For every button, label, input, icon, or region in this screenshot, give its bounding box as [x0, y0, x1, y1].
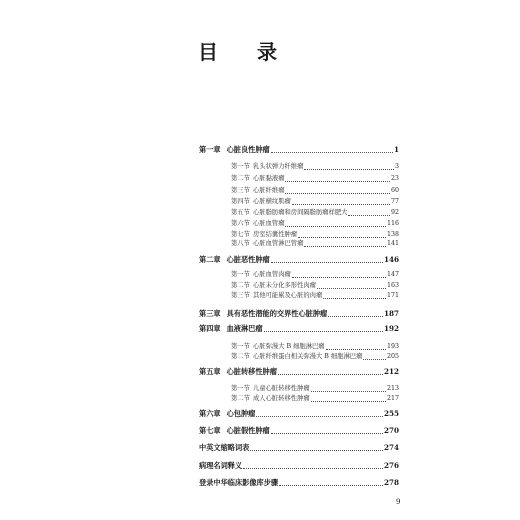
toc-section-row	[231, 384, 399, 394]
toc-dot-leader	[285, 193, 390, 194]
toc-entry-title: 具有恶性潜能的交界性心脏肿瘤	[226, 309, 328, 318]
toc-dot-leader	[363, 359, 386, 360]
toc-entry-page: 171	[386, 292, 399, 299]
toc-dot-leader	[243, 468, 383, 469]
toc-entry-page: 163	[386, 282, 399, 289]
toc-entry-page: 274	[383, 443, 399, 452]
toc-dot-leader	[271, 152, 393, 153]
toc-entry-label	[231, 352, 362, 362]
toc-entry-page: 187	[383, 309, 399, 318]
toc-dot-leader	[304, 169, 394, 170]
toc-entry-title: 乳头状弹力纤维瘤	[253, 163, 304, 170]
toc-entry-label	[231, 281, 316, 291]
toc-chapter-row	[199, 461, 399, 471]
toc-entry-number: 第一节	[231, 271, 250, 278]
toc-entry-label	[199, 145, 270, 155]
toc-entry-label	[199, 367, 277, 377]
toc-entry-title: 心脏良性肿瘤	[226, 145, 270, 154]
toc-section-row	[231, 352, 399, 362]
page-number: 9	[396, 498, 401, 506]
toc-entry-title: 病理名词释义	[199, 461, 243, 470]
toc-entry-page: 278	[383, 478, 399, 487]
toc-entry-label	[231, 384, 310, 394]
toc-dot-leader	[271, 262, 383, 263]
toc-entry-title: 登录中华临床影像库步骤	[199, 478, 279, 487]
toc-entry-label	[231, 239, 303, 249]
toc-chapter-row	[199, 324, 399, 334]
toc-entry-label	[199, 255, 270, 265]
toc-dot-leader	[285, 226, 385, 227]
toc-entry-number: 第五章	[199, 367, 221, 376]
toc-entry-label	[199, 461, 242, 471]
toc-dot-leader	[292, 204, 390, 205]
toc-entry-title: 中英文缩略词表	[199, 443, 250, 452]
toc-entry-label	[231, 219, 284, 229]
toc-dot-leader	[250, 450, 383, 451]
toc-entry-page: 212	[383, 367, 399, 376]
toc-entry-label	[231, 394, 310, 404]
toc-entry-title: 房室结囊性肿瘤	[253, 231, 298, 238]
toc-entry-title: 心脏假性肿瘤	[226, 426, 270, 435]
toc-entry-page: 77	[390, 198, 399, 205]
toc-chapter-row	[199, 426, 399, 436]
toc-entry-number: 第七章	[199, 426, 221, 435]
toc-entry-page: 192	[383, 324, 399, 333]
toc-entry-number: 第八节	[231, 240, 250, 247]
toc-entry-number: 第三章	[199, 309, 221, 318]
toc-entry-page: 146	[383, 255, 399, 264]
toc-chapter-row	[199, 255, 399, 265]
toc-entry-number: 第二节	[231, 282, 250, 289]
toc-dot-leader	[264, 331, 383, 332]
toc-entry-label	[199, 426, 270, 436]
toc-section-row	[231, 186, 399, 196]
toc-entry-title: 心脏血管肉瘤	[253, 271, 291, 278]
toc-entry-page: 276	[383, 461, 399, 470]
toc-section-row	[231, 219, 399, 229]
toc-entry-number: 第一章	[199, 145, 221, 154]
toc-entry-number: 第六章	[199, 409, 221, 418]
toc-entry-label	[231, 162, 303, 172]
page-title: 目 录	[198, 40, 293, 64]
toc-entry-page: 147	[386, 271, 399, 278]
toc-dot-leader	[292, 277, 386, 278]
toc-chapter-row	[199, 145, 399, 155]
toc-entry-title: 其他可能累及心脏的肉瘤	[253, 292, 323, 299]
toc-entry-label	[199, 409, 255, 419]
toc-entry-label	[199, 443, 249, 453]
toc-dot-leader	[256, 416, 383, 417]
toc-entry-page: 213	[386, 385, 399, 392]
toc-entry-number: 第一节	[231, 385, 250, 392]
toc-dot-leader	[348, 215, 390, 216]
toc-section-row	[231, 342, 399, 352]
toc-section-row	[231, 394, 399, 404]
toc-entry-page: 3	[394, 163, 399, 170]
toc-dot-leader	[279, 485, 383, 486]
toc-entry-page: 116	[386, 220, 399, 227]
toc-chapter-row	[199, 409, 399, 419]
toc-entry-number: 第二节	[231, 353, 250, 360]
toc-entry-number: 第六节	[231, 220, 250, 227]
toc-dot-leader	[311, 401, 386, 402]
toc-entry-title: 心脏未分化多形性肉瘤	[253, 282, 316, 289]
toc-chapter-row	[199, 367, 399, 377]
toc-section-row	[231, 197, 399, 207]
toc-entry-number: 第四节	[231, 198, 250, 205]
toc-dot-leader	[298, 237, 386, 238]
toc-section-row	[231, 174, 399, 184]
toc-section-row	[231, 281, 399, 291]
toc-entry-label	[231, 186, 284, 196]
toc-entry-title: 心脏血管淋巴管瘤	[253, 240, 304, 247]
toc-dot-leader	[278, 374, 383, 375]
toc-entry-title: 心脏血管瘤	[253, 220, 285, 227]
toc-entry-label	[231, 270, 291, 280]
toc-entry-page: 1	[393, 145, 399, 154]
toc-entry-title: 成人心脏转移性肿瘤	[253, 395, 310, 402]
toc-entry-number: 第三节	[231, 292, 250, 299]
toc-entry-number: 第一节	[231, 163, 250, 170]
toc-chapter-row	[199, 443, 399, 453]
toc-chapter-row	[199, 309, 399, 319]
toc-entry-label	[199, 324, 263, 334]
toc-entry-label	[199, 478, 278, 488]
toc-entry-title: 心脏纤维瘤	[253, 187, 285, 194]
toc-section-row	[231, 239, 399, 249]
toc-chapter-row	[199, 478, 399, 488]
toc-entry-title: 心脏黏液瘤	[253, 175, 285, 182]
toc-entry-label	[231, 174, 284, 184]
toc-entry-page: 217	[386, 395, 399, 402]
toc-dot-leader	[285, 181, 390, 182]
toc-section-row	[231, 291, 399, 301]
toc-entry-title: 心脏纤维蛋白相关弥漫大 B 细胞淋巴瘤	[253, 353, 363, 360]
toc-dot-leader	[328, 316, 383, 317]
toc-entry-number: 第二节	[231, 175, 250, 182]
toc-dot-leader	[326, 349, 386, 350]
toc-entry-title: 儿童心脏转移性肿瘤	[253, 385, 310, 392]
toc-entry-number: 第四章	[199, 324, 221, 333]
toc-entry-number: 第三节	[231, 187, 250, 194]
toc-entry-title: 心脏弥漫大 B 细胞淋巴瘤	[253, 343, 325, 350]
toc-entry-page: 193	[386, 343, 399, 350]
toc-entry-page: 141	[386, 240, 399, 247]
toc-entry-page: 270	[383, 426, 399, 435]
toc-entry-page: 138	[386, 231, 399, 238]
toc-entry-number: 第二节	[231, 395, 250, 402]
toc-entry-number: 第五节	[231, 209, 250, 216]
toc-dot-leader	[304, 246, 386, 247]
toc-entry-title: 血液淋巴瘤	[226, 324, 263, 333]
toc-entry-title: 心包肿瘤	[226, 409, 256, 418]
toc-entry-number: 第二章	[199, 255, 221, 264]
toc-dot-leader	[271, 433, 383, 434]
toc-entry-label	[231, 197, 291, 207]
toc-dot-leader	[317, 288, 386, 289]
toc-entry-number: 第一节	[231, 343, 250, 350]
toc-entry-label	[231, 291, 322, 301]
toc-entry-title: 心脏恶性肿瘤	[226, 255, 270, 264]
toc-entry-label	[231, 208, 347, 218]
toc-entry-title: 心脏转移性肿瘤	[226, 367, 277, 376]
toc-entry-page: 92	[390, 209, 399, 216]
toc-entry-label	[231, 342, 325, 352]
toc-section-row	[231, 162, 399, 172]
toc-entry-page: 23	[390, 175, 399, 182]
toc-entry-page: 205	[386, 353, 399, 360]
toc-entry-number: 第七节	[231, 231, 250, 238]
toc-dot-leader	[323, 298, 386, 299]
toc-entry-page: 60	[390, 187, 399, 194]
toc-entry-title: 心脏脂肪瘤和房间隔脂肪瘤样肥大	[253, 209, 348, 216]
toc-section-row	[231, 270, 399, 280]
toc-section-row	[231, 208, 399, 218]
toc-dot-leader	[311, 391, 386, 392]
toc-entry-label	[199, 309, 327, 319]
toc-entry-title: 心脏横纹肌瘤	[253, 198, 291, 205]
toc-entry-page: 255	[383, 409, 399, 418]
